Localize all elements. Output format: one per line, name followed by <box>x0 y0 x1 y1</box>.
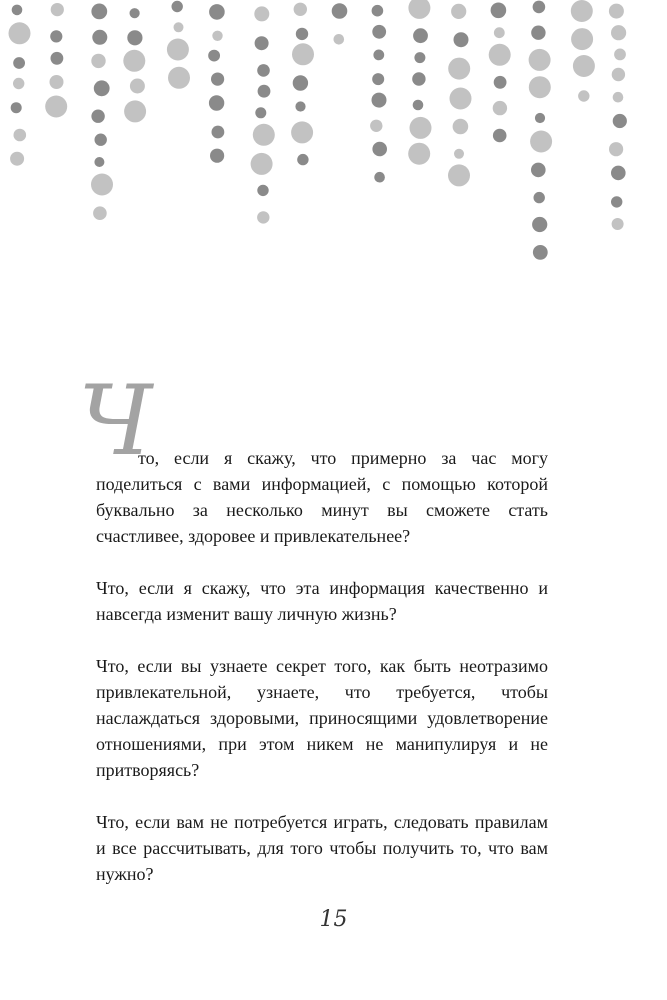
decorative-dot <box>255 36 269 50</box>
decorative-dot <box>535 113 545 123</box>
decorative-dot <box>534 192 545 203</box>
drop-cap: Ч <box>78 365 153 477</box>
decorative-dot <box>168 67 190 89</box>
decorative-dot <box>611 25 626 40</box>
decorative-dot <box>372 25 386 39</box>
decorative-dot <box>372 142 387 157</box>
decorative-dot <box>533 245 548 260</box>
decorative-dot <box>94 157 104 167</box>
decorative-dot <box>529 76 551 98</box>
decorative-dot <box>92 30 107 45</box>
decorative-dot <box>10 152 24 166</box>
decorative-dot <box>212 31 222 41</box>
decorative-dot <box>212 126 225 139</box>
decorative-dot <box>413 28 428 43</box>
decorative-dot <box>450 88 472 110</box>
decorative-dot <box>533 1 546 14</box>
decorative-dot <box>494 76 507 89</box>
decorative-dot <box>45 96 67 118</box>
decorative-dot <box>609 4 624 19</box>
decorative-dot <box>91 3 107 19</box>
decorative-dot <box>11 102 22 113</box>
decorative-dot <box>410 117 432 139</box>
decorative-dot <box>50 75 64 89</box>
paragraph-3: Что, если вы узнаете секрет того, как быть неотразимо привлекательной, узнаете, что требуется, чтобы наслаждаться здоровыми, приносящими удовлетворение отношениями, при этом никем не манипулируя и не притворяясь? <box>96 656 548 780</box>
decorative-dot <box>609 142 623 156</box>
decorative-dot <box>254 6 269 21</box>
decorative-dot <box>448 58 470 80</box>
decorative-dot <box>13 78 24 89</box>
decorative-dot <box>370 120 382 132</box>
decorative-dot <box>172 1 183 12</box>
decorative-dot <box>94 80 110 96</box>
decorative-dot <box>571 28 593 50</box>
text-block <box>78 365 548 887</box>
decorative-dot <box>296 28 308 40</box>
decorative-dot <box>295 101 305 111</box>
decorative-dot <box>494 27 505 38</box>
decorative-dot <box>453 119 469 135</box>
decorative-dot <box>531 163 546 178</box>
decorative-dot <box>529 49 551 71</box>
decorative-dot <box>531 26 545 40</box>
decorative-dot <box>209 4 225 20</box>
decorative-dot <box>573 55 595 77</box>
decorative-dot <box>253 124 275 146</box>
decorative-dot <box>174 22 184 32</box>
decorative-dot <box>291 121 313 143</box>
decorative-dot <box>372 93 387 108</box>
decorative-dot <box>614 49 626 61</box>
decorative-dot <box>613 114 627 128</box>
decorative-dot <box>611 166 626 181</box>
decorative-dot <box>51 3 64 16</box>
decorative-dot <box>251 153 273 175</box>
decorative-dot <box>93 206 107 220</box>
decorative-dot <box>373 50 384 61</box>
decorative-dot <box>258 85 271 98</box>
decorative-dot <box>9 22 31 44</box>
decorative-dot <box>372 5 384 17</box>
decorative-dot <box>571 0 593 22</box>
decorative-dot <box>332 3 348 19</box>
decorative-dot <box>493 129 507 143</box>
decorative-dot <box>91 54 105 68</box>
decorative-dot <box>578 90 589 101</box>
decorative-dot <box>374 172 385 183</box>
decorative-dot <box>51 52 64 65</box>
decorative-dot <box>613 92 624 103</box>
decorative-dot <box>532 217 547 232</box>
decorative-dot <box>408 143 430 165</box>
decorative-dot <box>612 68 625 81</box>
decorative-dot <box>448 164 470 186</box>
decorative-dot <box>414 52 425 63</box>
decorative-dot <box>454 32 469 47</box>
decorative-dot <box>50 30 62 42</box>
decorative-dot <box>13 129 26 142</box>
decorative-dot <box>372 73 384 85</box>
decorative-dot <box>130 79 145 94</box>
decorative-dot <box>451 4 466 19</box>
page-number: 15 <box>319 907 348 932</box>
decorative-dot <box>95 134 107 146</box>
decorative-dot <box>12 5 23 16</box>
dotted-garland-decoration <box>0 0 667 280</box>
decorative-dot <box>611 196 622 207</box>
decorative-dot <box>210 149 224 163</box>
decorative-dot <box>297 154 308 165</box>
decorative-dot <box>454 149 464 159</box>
decorative-dot <box>130 8 140 18</box>
decorative-dot <box>257 185 268 196</box>
paragraph-2: Что, если я скажу, что эта информация качественно и навсегда изменит вашу личную жизнь? <box>96 578 548 624</box>
decorative-dot <box>530 131 552 153</box>
decorative-dot <box>257 64 270 77</box>
decorative-dot <box>91 110 104 123</box>
decorative-dot <box>13 57 25 69</box>
paragraph-1: то, если я скажу, что примерно за час могу поделиться с вами информацией, с помощью которой буквально за несколько минут вы сможете стать счастливее, здоровее и привлекательнее? <box>96 448 548 546</box>
decorative-dot <box>255 107 266 118</box>
decorative-dot <box>208 50 220 62</box>
decorative-dot <box>209 95 224 110</box>
decorative-dot <box>211 73 224 86</box>
decorative-dot <box>292 43 314 65</box>
decorative-dot <box>127 30 142 45</box>
decorative-dot <box>293 75 308 90</box>
decorative-dot <box>257 211 269 223</box>
paragraph-4: Что, если вам не потребуется играть, следовать правилам и все рассчитывать, для того чтобы получить то, что вам нужно? <box>96 812 548 884</box>
decorative-dot <box>294 3 307 16</box>
decorative-dot <box>412 72 425 85</box>
decorative-dot <box>167 39 189 61</box>
decorative-dot <box>408 0 430 19</box>
decorative-dot <box>493 101 507 115</box>
decorative-dot <box>491 3 507 19</box>
decorative-dot <box>489 44 511 66</box>
decorative-dot <box>612 218 624 230</box>
decorative-dot <box>124 100 146 122</box>
decorative-dot <box>91 174 113 196</box>
decorative-dot <box>334 34 345 45</box>
decorative-dot <box>413 100 424 111</box>
decorative-dot <box>123 50 145 72</box>
